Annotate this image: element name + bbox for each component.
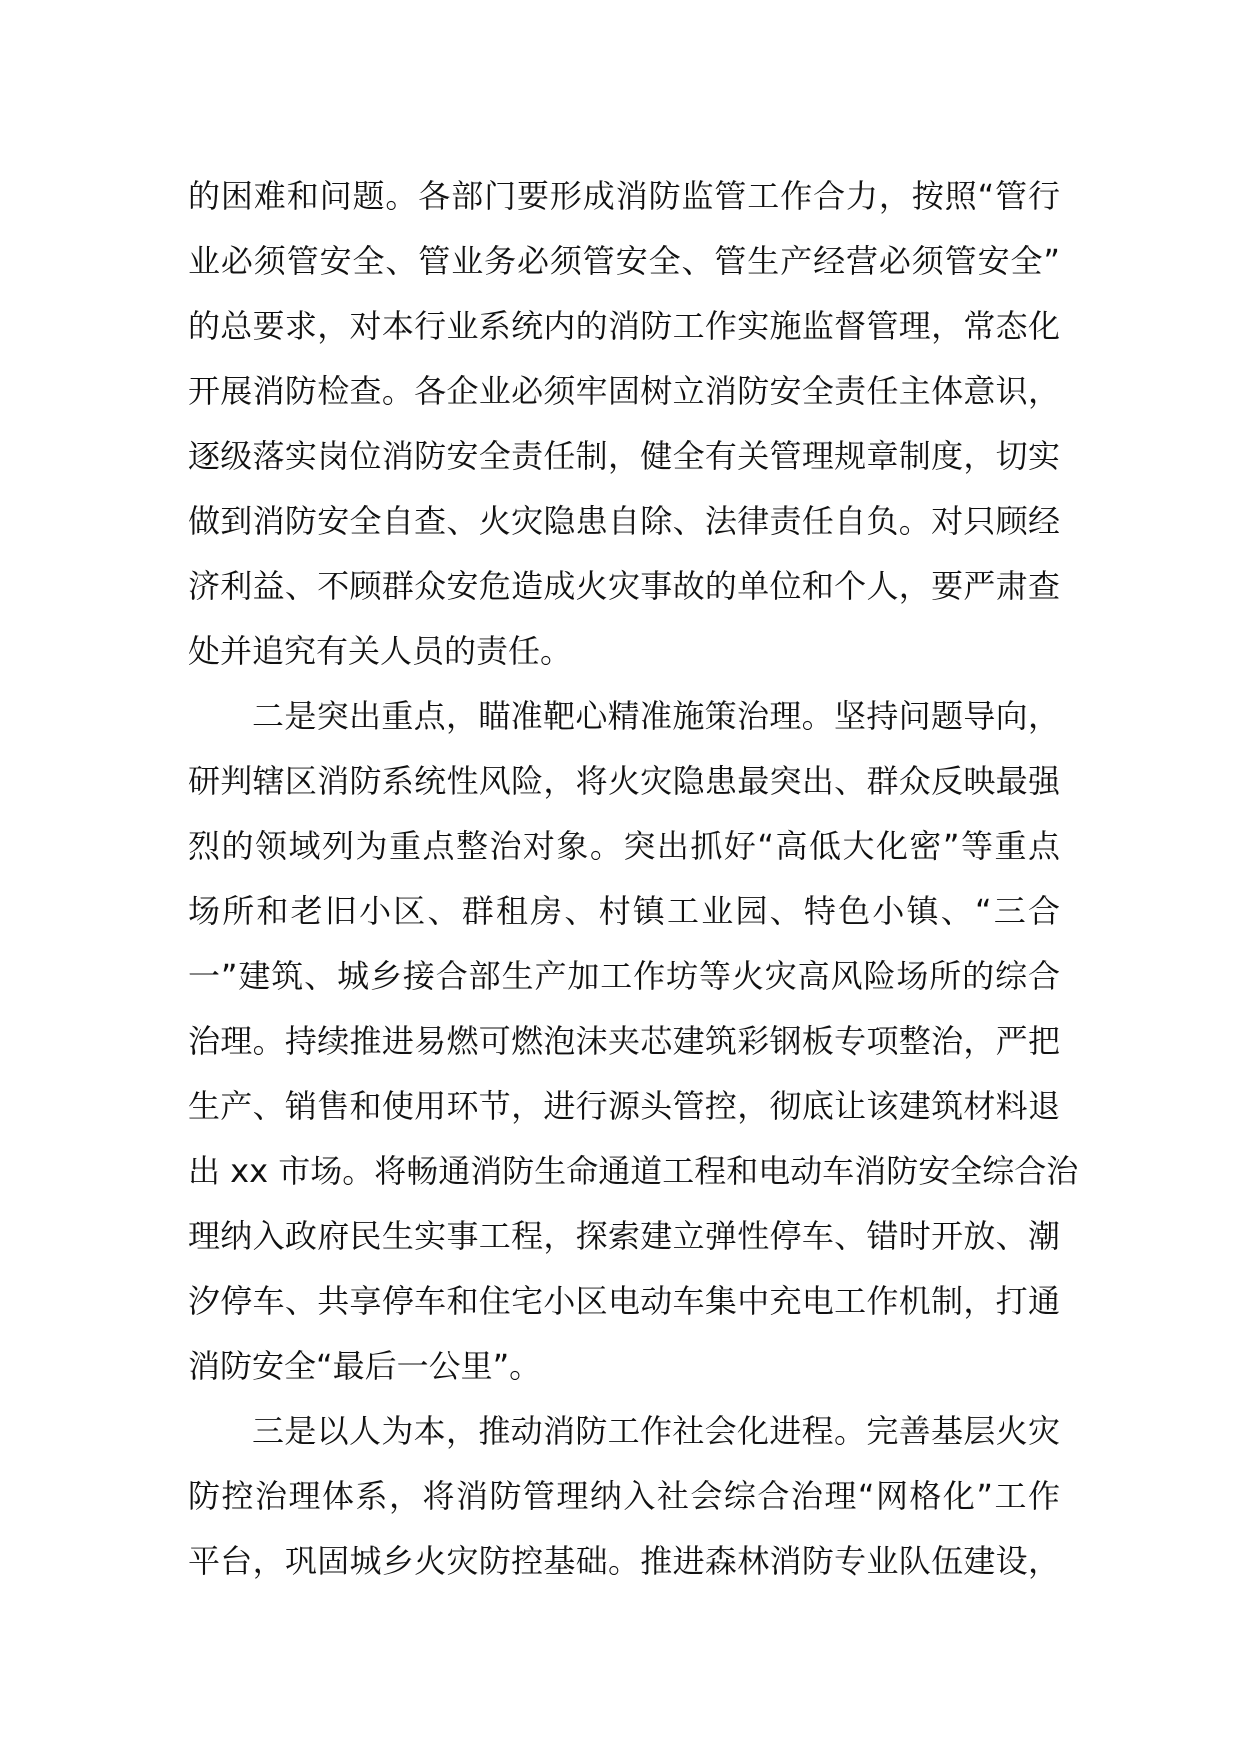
body-text	[188, 164, 1079, 1594]
text-line: 逐级落实岗位消防安全责任制，健全有关管理规章制度，切实	[188, 437, 1060, 475]
text-line: 开展消防检查。各企业必须牢固树立消防安全责任主体意识，	[188, 372, 1060, 410]
text-line: 的总要求，对本行业系统内的消防工作实施监督管理，常态化	[188, 307, 1060, 345]
paragraph-start-line: 三是以人为本，推动消防工作社会化进程。完善基层火灾	[252, 1412, 1060, 1450]
text-line: 济利益、不顾群众安危造成火灾事故的单位和个人，要严肃查	[188, 567, 1060, 605]
paragraph-start-line: 二是突出重点，瞄准靶心精准施策治理。坚持问题导向，	[252, 697, 1060, 735]
text-line: 理纳入政府民生实事工程，探索建立弹性停车、错时开放、潮	[188, 1217, 1060, 1255]
text-line: 出 xx 市场。将畅通消防生命通道工程和电动车消防安全综合治	[188, 1152, 1079, 1190]
text-line: 烈的领域列为重点整治对象。突出抓好“高低大化密”等重点	[188, 827, 1060, 865]
text-line: 汐停车、共享停车和住宅小区电动车集中充电工作机制，打通	[188, 1282, 1060, 1320]
text-line: 防控治理体系，将消防管理纳入社会综合治理“网格化”工作	[188, 1477, 1060, 1515]
text-line: 的困难和问题。各部门要形成消防监管工作合力，按照“管行	[188, 177, 1060, 215]
text-line: 生产、销售和使用环节，进行源头管控，彻底让该建筑材料退	[188, 1087, 1060, 1125]
text-line: 治理。持续推进易燃可燃泡沫夹芯建筑彩钢板专项整治，严把	[188, 1022, 1060, 1060]
text-line: 做到消防安全自查、火灾隐患自除、法律责任自负。对只顾经	[188, 502, 1060, 540]
text-line: 一”建筑、城乡接合部生产加工作坊等火灾高风险场所的综合	[188, 957, 1060, 995]
text-line: 平台，巩固城乡火灾防控基础。推进森林消防专业队伍建设，	[188, 1542, 1060, 1580]
text-line: 研判辖区消防系统性风险，将火灾隐患最突出、群众反映最强	[188, 762, 1060, 800]
text-line: 消防安全“最后一公里”。	[188, 1347, 542, 1385]
text-line: 场所和老旧小区、群租房、村镇工业园、特色小镇、“三合	[188, 892, 1060, 930]
text-line: 处并追究有关人员的责任。	[188, 632, 573, 670]
text-line: 业必须管安全、管业务必须管安全、管生产经营必须管安全”	[188, 242, 1060, 280]
